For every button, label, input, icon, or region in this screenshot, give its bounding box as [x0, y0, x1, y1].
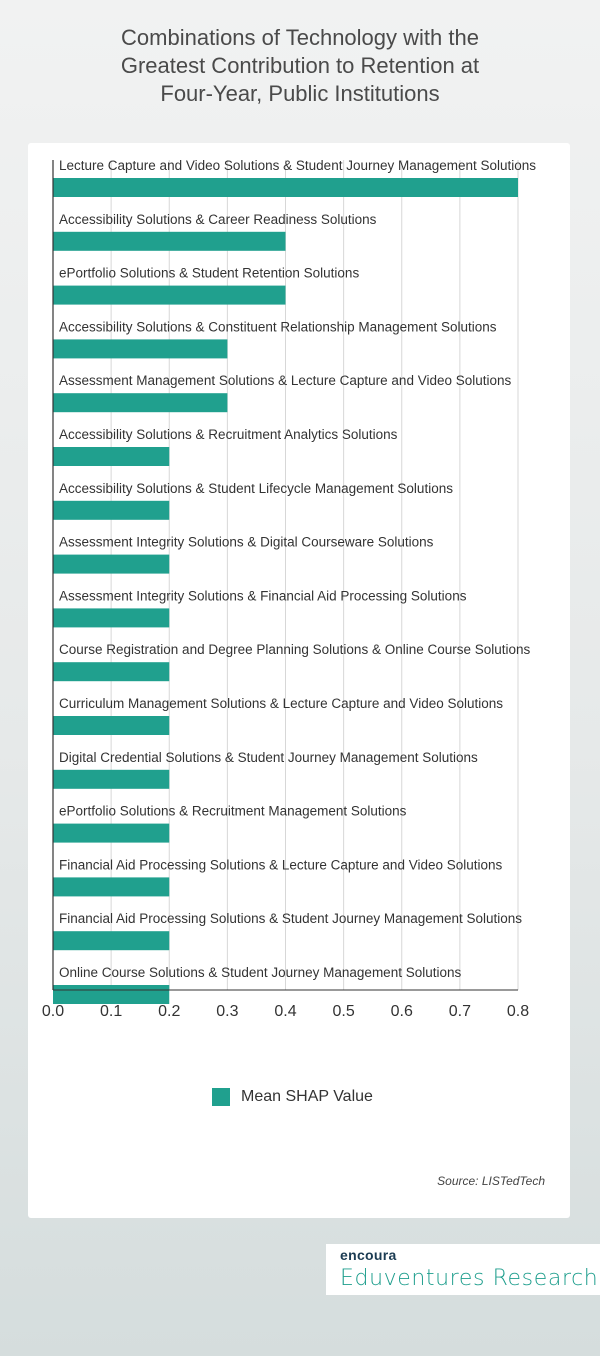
- category-label: Financial Aid Processing Solutions & Lecture Capture and Video Solutions: [59, 857, 503, 873]
- chart-card: [28, 143, 570, 1218]
- bar: [53, 501, 169, 520]
- bar: [53, 716, 169, 735]
- bar: [53, 447, 169, 466]
- category-label: Accessibility Solutions & Career Readiness Solutions: [59, 211, 377, 227]
- brand-eduventures: Eduventures Research: [340, 1266, 599, 1291]
- bar: [53, 339, 227, 358]
- category-label: Accessibility Solutions & Student Lifecycle Management Solutions: [59, 480, 453, 496]
- category-label: ePortfolio Solutions & Student Retention Solutions: [59, 265, 360, 281]
- brand-logo: [326, 1244, 600, 1295]
- title-line-3: Four-Year, Public Institutions: [160, 81, 440, 106]
- bar: [53, 393, 227, 412]
- bar: [53, 824, 169, 843]
- category-label: Assessment Integrity Solutions & Financial Aid Processing Solutions: [59, 588, 467, 604]
- x-tick-label: 0.6: [390, 1003, 413, 1020]
- category-label: Curriculum Management Solutions & Lecture Capture and Video Solutions: [59, 696, 504, 711]
- title-line-1: Combinations of Technology with the: [121, 25, 479, 50]
- bar: [53, 770, 169, 789]
- bar: [53, 286, 286, 305]
- legend-swatch: [212, 1088, 230, 1106]
- bar: [53, 877, 169, 896]
- legend-label: Mean SHAP Value: [241, 1088, 373, 1105]
- category-label: Financial Aid Processing Solutions & Student Journey Management Solutions: [59, 911, 523, 927]
- source-note: Source: LISTedTech: [437, 1174, 545, 1188]
- x-tick-label: 0.3: [216, 1003, 239, 1020]
- category-label: Accessibility Solutions & Constituent Relationship Management Solutions: [59, 319, 497, 335]
- bar: [53, 662, 169, 681]
- category-label: Assessment Integrity Solutions & Digital Courseware Solutions: [59, 534, 434, 550]
- x-tick-label: 0.4: [274, 1003, 297, 1020]
- x-tick-label: 0.7: [448, 1003, 471, 1020]
- x-tick-label: 0.0: [41, 1003, 65, 1020]
- category-label: Lecture Capture and Video Solutions & Student Journey Management Solutions: [59, 158, 537, 173]
- category-label: ePortfolio Solutions & Recruitment Management Solutions: [59, 803, 407, 819]
- title-line-2: Greatest Contribution to Retention at: [120, 53, 480, 78]
- chart-legend: [212, 1088, 373, 1106]
- bar: [53, 232, 286, 251]
- brand-encoura: encoura: [340, 1247, 397, 1263]
- category-label: Digital Credential Solutions & Student Journey Management Solutions: [59, 749, 478, 765]
- bar-chart: [28, 143, 570, 1063]
- x-tick-label: 0.1: [100, 1003, 123, 1020]
- bar: [53, 178, 518, 197]
- category-label: Online Course Solutions & Student Journey Management Solutions: [59, 965, 462, 980]
- category-label: Course Registration and Degree Planning Solutions & Online Course Solutions: [59, 642, 531, 658]
- x-tick-label: 0.2: [158, 1003, 181, 1020]
- category-label: Accessibility Solutions & Recruitment Analytics Solutions: [59, 427, 398, 442]
- bar: [53, 608, 169, 627]
- x-tick-label: 0.5: [332, 1003, 355, 1020]
- category-label: Assessment Management Solutions & Lecture Capture and Video Solutions: [59, 373, 512, 389]
- chart-title: [40, 24, 560, 108]
- bar: [53, 931, 169, 950]
- bar: [53, 985, 169, 1004]
- x-tick-label: 0.8: [506, 1003, 530, 1020]
- bar: [53, 555, 169, 574]
